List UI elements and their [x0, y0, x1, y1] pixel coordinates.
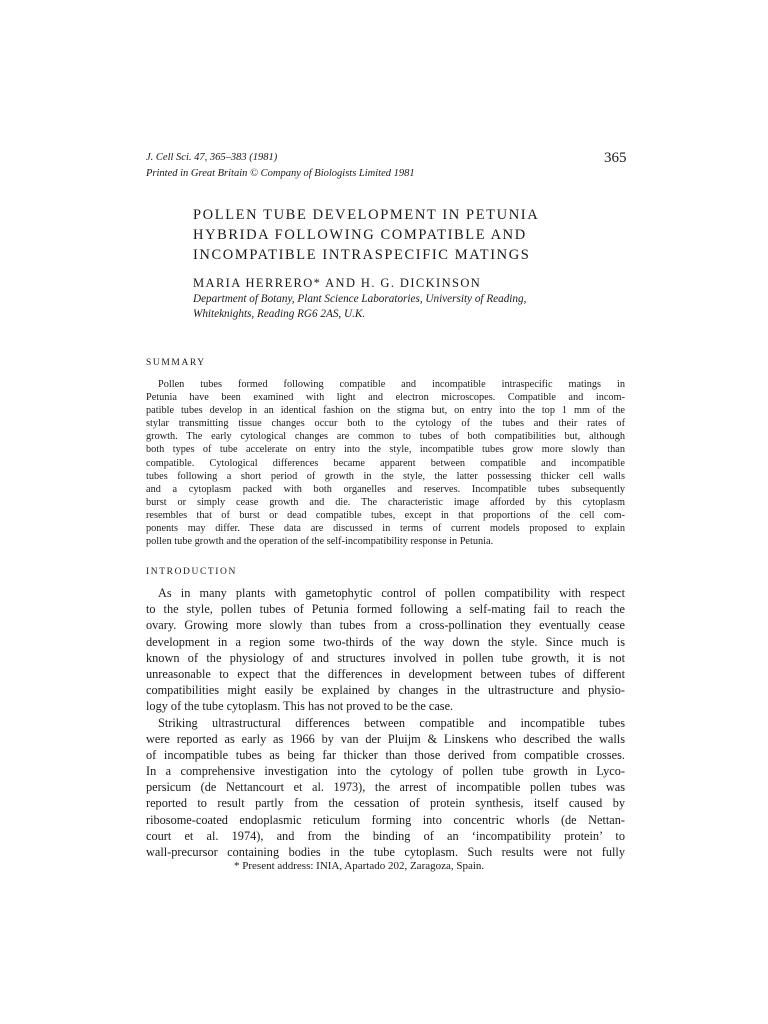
footnote: * Present address: INIA, Apartado 202, Zaragoza, Spain. — [234, 860, 485, 872]
summary-line: compatible. Cytological differences became apparent between compatible and incompatible — [146, 457, 625, 469]
introduction-line: As in many plants with gametophytic control of pollen compatibility with respect — [158, 586, 625, 600]
title-line-3: INCOMPATIBLE INTRASPECIFIC MATINGS — [193, 247, 531, 263]
summary-line: growth. The early cytological changes are common to tubes of both compatibilities but, although — [146, 431, 625, 443]
introduction-line: wall-precursor containing bodies in the tube cytoplasm. Such results were not fully — [146, 845, 625, 859]
author-affiliation — [193, 292, 526, 321]
journal-reference: J. Cell Sci. 47, 365–383 (1981) — [146, 152, 278, 163]
title-line-2: HYBRIDA FOLLOWING COMPATIBLE AND — [193, 227, 527, 243]
introduction-line: ovary. Growing more slowly than tubes from a cross-pollination they eventually cease — [146, 618, 625, 633]
printing-notice: Printed in Great Britain © Company of Biologists Limited 1981 — [146, 168, 415, 179]
introduction-heading: INTRODUCTION — [146, 567, 237, 577]
summary-line: burst or simply cease growth and die. The characteristic image afforded by this cytoplasm — [146, 496, 625, 508]
introduction-line: known of the physiology of and structures involved in pollen tube growth, it is not — [146, 650, 625, 665]
summary-line: patible tubes develop in an identical fashion on the stigma but, on entry into the top 1 mm of the — [146, 405, 625, 417]
introduction-line: reported to result partly from the cessation of protein synthesis, itself caused by — [146, 796, 625, 811]
introduction-line: court et al. 1974), and from the binding of an ‘incompatibility protein’ to — [146, 828, 625, 843]
introduction-line: compatibilities might easily be explained by changes in the ultrastructure and physio- — [146, 683, 625, 698]
introduction-body — [146, 585, 625, 860]
summary-line: ponents may differ. These data are discussed in terms of current models proposed to explain — [146, 523, 625, 535]
introduction-line: unreasonable to expect that the differences in development between tubes of different — [146, 666, 625, 681]
summary-line: and a cytoplasm packed with both organelles and reserves. Incompatible tubes subsequently — [146, 483, 625, 495]
summary-line: Petunia have been examined with light and electron microscopes. Compatible and incom- — [146, 392, 625, 404]
summary-line: stylar transmitting tissue changes occur both to the cytology of the tubes and their rates of — [146, 418, 625, 430]
summary-line: pollen tube growth and the operation of the self-incompatibility response in Petunia. — [146, 536, 494, 548]
page-number: 365 — [604, 150, 627, 166]
article-title — [193, 205, 643, 265]
summary-line: Pollen tubes formed following compatible and incompatible intraspecific matings in — [158, 379, 625, 390]
introduction-line: to the style, pollen tubes of Petunia formed following a self-mating fail to reach the — [146, 602, 625, 617]
introduction-line: were reported as early as 1966 by van der Pluijm & Linskens who described the walls — [146, 731, 625, 746]
summary-line: both types of tube accelerate on entry into the style, incompatible tubes grow more slowly than — [146, 444, 625, 456]
affiliation-line-1: Department of Botany, Plant Science Laboratories, University of Reading, — [193, 293, 527, 305]
introduction-line: Striking ultrastructural differences between compatible and incompatible tubes — [158, 715, 625, 730]
summary-body — [146, 378, 625, 548]
journal-citation — [146, 150, 415, 182]
introduction-line: persicum (de Nettancourt et al. 1973), the arrest of incompatible pollen tubes was — [146, 780, 625, 795]
introduction-line: logy of the tube cytoplasm. This has not proved to be the case. — [146, 699, 454, 714]
introduction-line: development in a region some two-thirds of the way down the style. Since much is — [146, 634, 625, 649]
summary-line: tubes following a short period of growth in the style, the latter possessing thicker cell walls — [146, 470, 625, 482]
title-line-1: POLLEN TUBE DEVELOPMENT IN PETUNIA — [193, 207, 540, 223]
author-list: MARIA HERRERO* AND H. G. DICKINSON — [193, 276, 482, 290]
introduction-line: In a comprehensive investigation into the cytology of pollen tube growth in Lyco- — [146, 764, 625, 779]
summary-heading: SUMMARY — [146, 358, 206, 368]
affiliation-line-2: Whiteknights, Reading RG6 2AS, U.K. — [193, 307, 366, 320]
summary-line: resembles that of burst or dead compatible tubes, except in that proportions of the cell com- — [146, 509, 625, 521]
introduction-line: of incompatible tubes as being far thicker than those derived from compatible crosses. — [146, 747, 625, 762]
introduction-line: ribosome-coated endoplasmic reticulum forming into concentric whorls (de Nettan- — [146, 812, 625, 827]
